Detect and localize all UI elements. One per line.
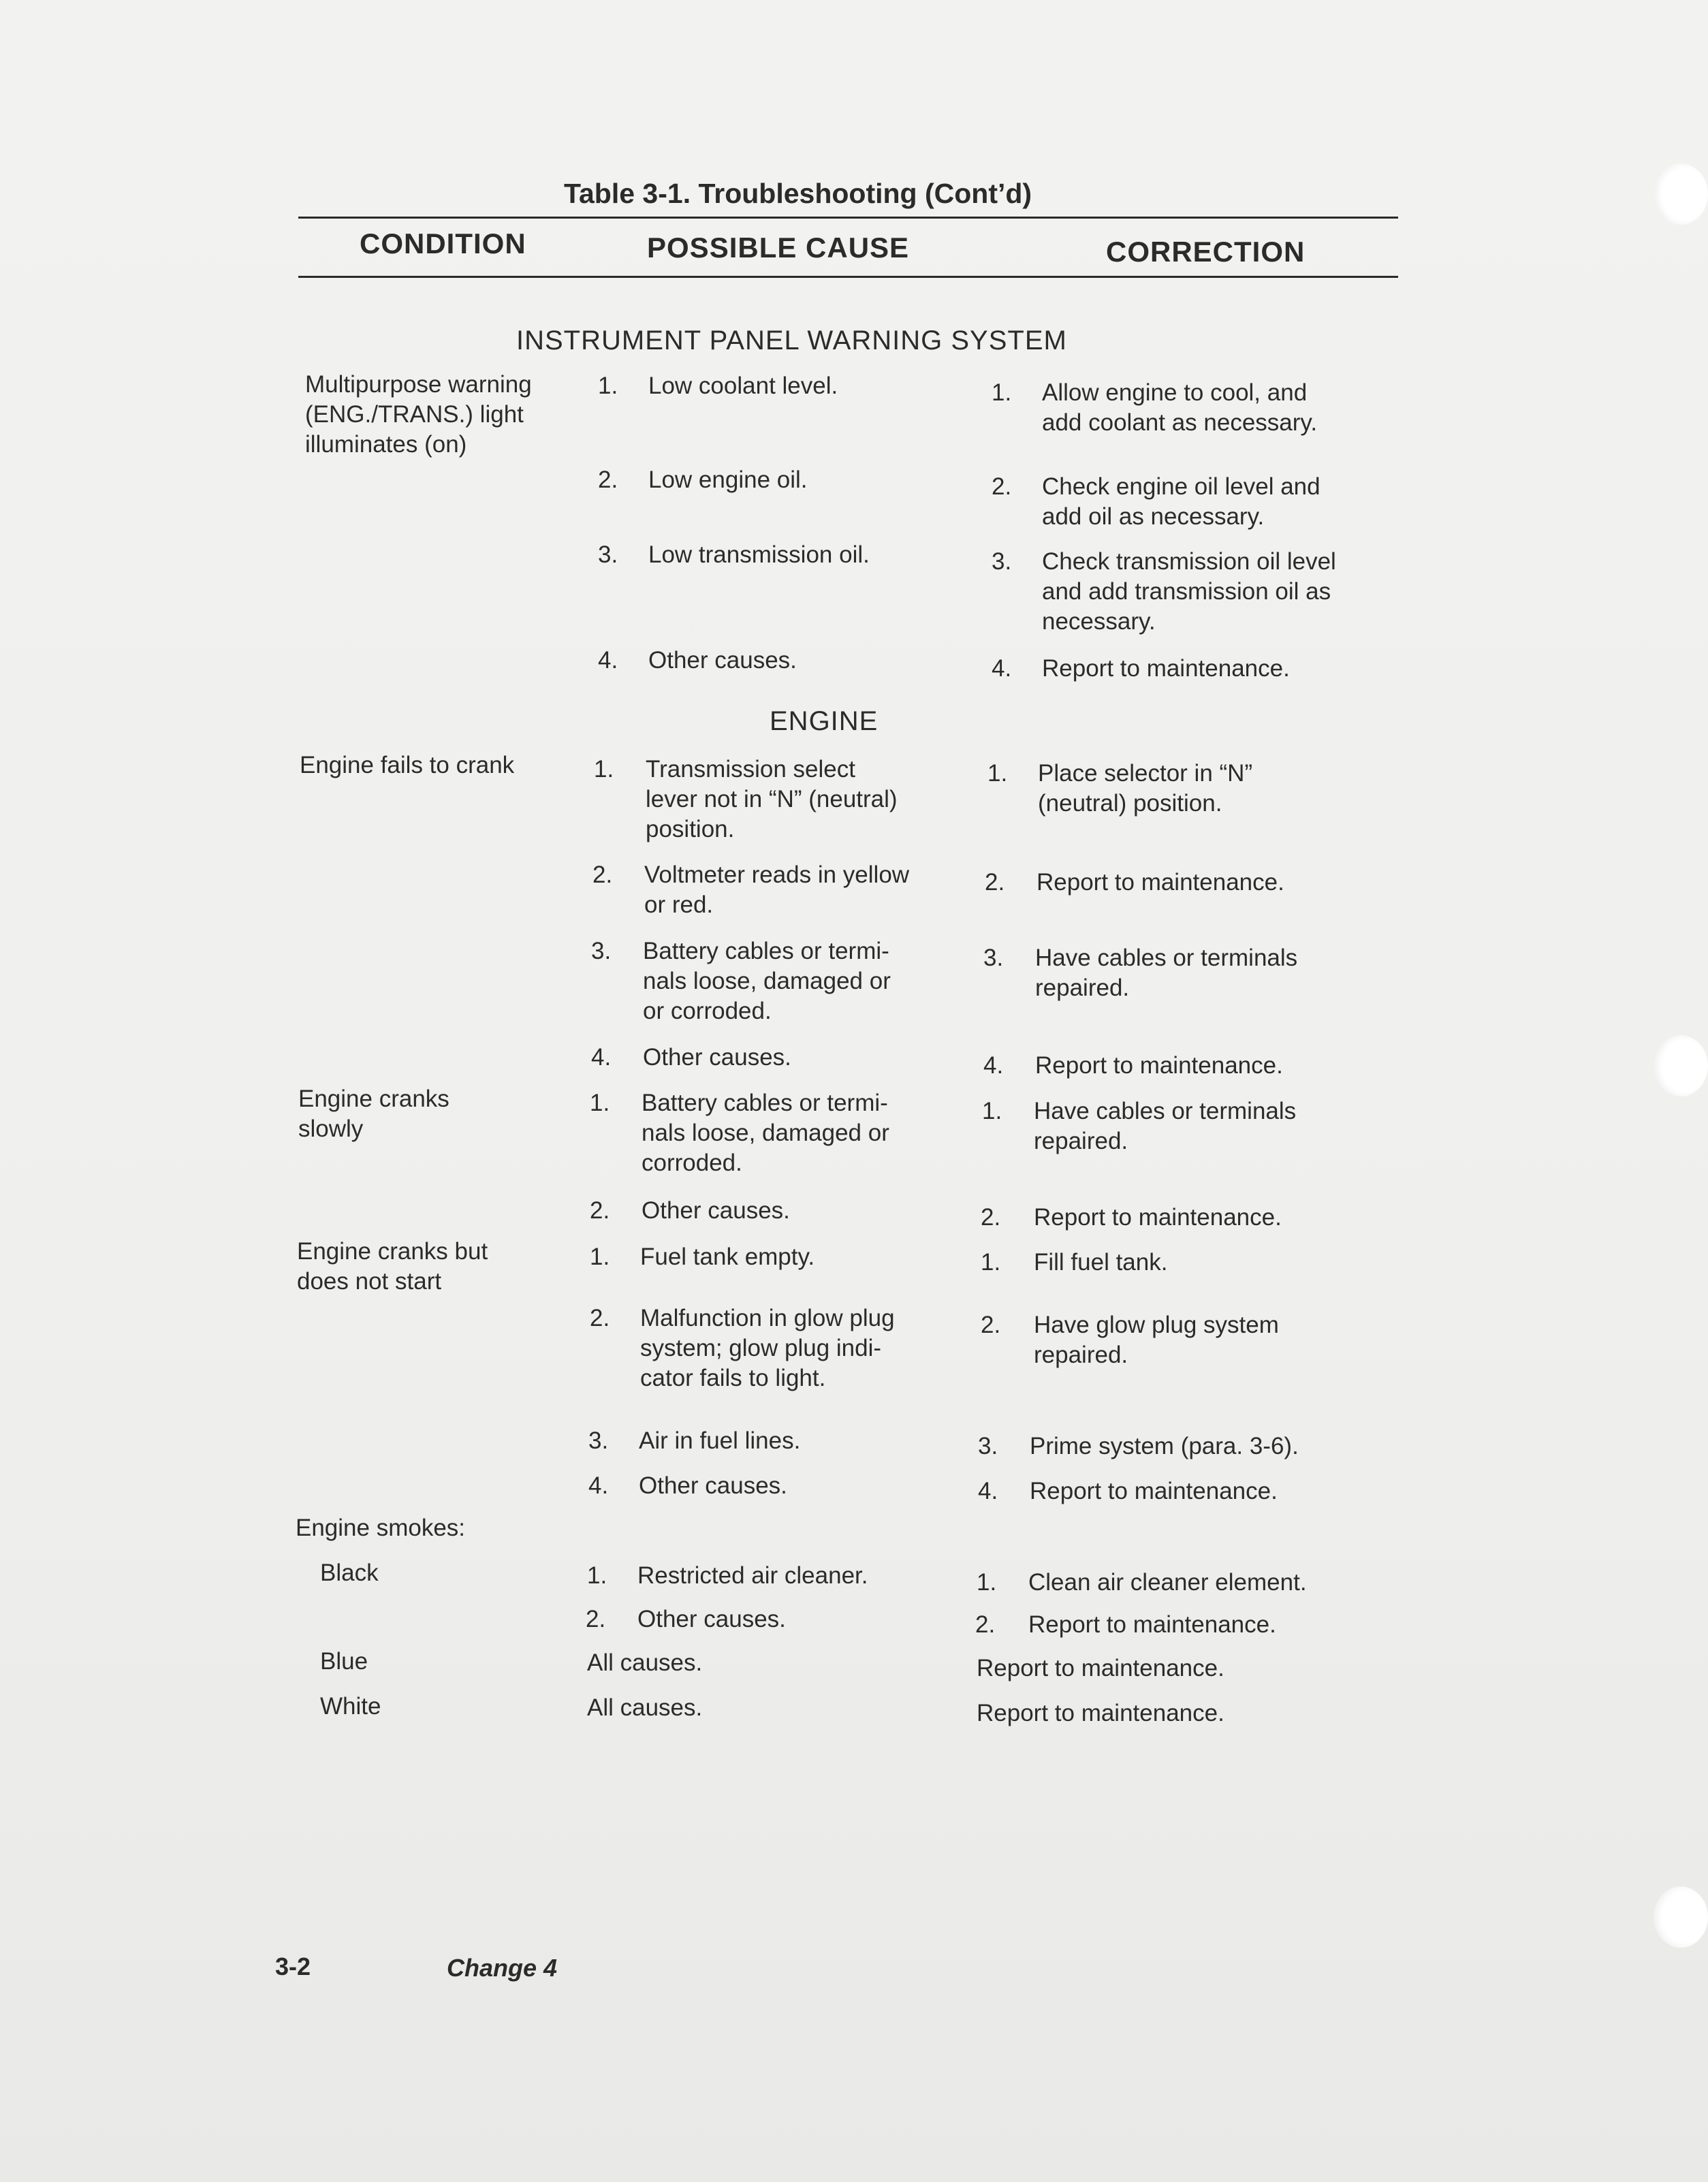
- correction-number: 1.: [992, 379, 1012, 406]
- cause-text: nals loose, damaged or: [643, 968, 891, 994]
- page-number: 3-2: [275, 1952, 311, 1980]
- cause-text: Low transmission oil.: [648, 541, 870, 568]
- cause-text: Transmission select: [646, 756, 855, 782]
- cause-text: Battery cables or termi-: [643, 938, 889, 964]
- cause-text: or red.: [644, 891, 714, 918]
- cause-text: Other causes.: [643, 1044, 791, 1071]
- correction-text: Report to maintenance.: [977, 1700, 1224, 1726]
- cause-text: Malfunction in glow plug: [640, 1305, 895, 1331]
- cause-number: 1.: [590, 1244, 610, 1270]
- cause-number: 2.: [586, 1606, 606, 1632]
- correction-text: add coolant as necessary.: [1042, 409, 1318, 436]
- condition-text: illuminates (on): [305, 431, 467, 458]
- cause-text: Voltmeter reads in yellow: [644, 861, 910, 888]
- condition-text: White: [320, 1693, 381, 1720]
- correction-text: Allow engine to cool, and: [1042, 379, 1308, 406]
- correction-text: and add transmission oil as: [1042, 578, 1331, 605]
- cause-text: Fuel tank empty.: [640, 1244, 815, 1270]
- cause-text: lever not in “N” (neutral): [646, 786, 898, 812]
- cause-text: Low engine oil.: [648, 467, 808, 493]
- condition-text: (ENG./TRANS.) light: [305, 401, 524, 428]
- correction-text: repaired.: [1035, 975, 1130, 1001]
- correction-number: 1.: [981, 1249, 1001, 1276]
- cause-number: 2.: [590, 1305, 610, 1331]
- cause-text: Other causes.: [642, 1197, 790, 1224]
- correction-number: 2.: [992, 473, 1012, 500]
- cause-text: Low coolant level.: [648, 373, 838, 399]
- condition-text: slowly: [298, 1116, 364, 1142]
- section-engine: ENGINE: [770, 706, 879, 736]
- punch-hole-middle: [1654, 1035, 1708, 1096]
- header-correction: CORRECTION: [1106, 236, 1306, 268]
- correction-text: (neutral) position.: [1038, 790, 1222, 817]
- cause-text: system; glow plug indi-: [640, 1335, 882, 1361]
- section-instrument-panel: INSTRUMENT PANEL WARNING SYSTEM: [516, 326, 1067, 355]
- correction-number: 2.: [985, 869, 1005, 896]
- cause-text: All causes.: [587, 1649, 703, 1676]
- cause-text: corroded.: [642, 1150, 742, 1176]
- cause-text: Air in fuel lines.: [639, 1427, 801, 1454]
- header-rule-bottom: [298, 276, 1398, 278]
- cause-text: Other causes.: [637, 1606, 786, 1632]
- cause-text: Battery cables or termi-: [642, 1090, 888, 1116]
- cause-text: Other causes.: [639, 1472, 787, 1499]
- correction-number: 3.: [978, 1433, 998, 1459]
- cause-text: All causes.: [587, 1694, 703, 1721]
- correction-number: 4.: [983, 1052, 1004, 1079]
- correction-number: 4.: [992, 655, 1012, 682]
- cause-number: 2.: [592, 861, 613, 888]
- condition-text: Engine cranks: [298, 1086, 449, 1112]
- cause-number: 1.: [590, 1090, 610, 1116]
- condition-text: Engine smokes:: [296, 1515, 466, 1541]
- cause-number: 4.: [598, 647, 618, 674]
- correction-text: repaired.: [1034, 1128, 1128, 1154]
- header-possible-cause: POSSIBLE CAUSE: [647, 232, 910, 264]
- cause-number: 3.: [588, 1427, 609, 1454]
- correction-text: Clean air cleaner element.: [1028, 1569, 1307, 1596]
- cause-text: position.: [646, 816, 735, 842]
- cause-text: Other causes.: [648, 647, 797, 674]
- punch-hole-bottom: [1654, 1886, 1708, 1948]
- correction-text: Check engine oil level and: [1042, 473, 1320, 500]
- punch-hole-top: [1654, 163, 1708, 225]
- header-condition: CONDITION: [360, 227, 526, 259]
- correction-text: Have glow plug system: [1034, 1312, 1279, 1338]
- correction-text: Have cables or terminals: [1034, 1098, 1297, 1124]
- correction-number: 3.: [983, 945, 1004, 971]
- condition-text: Blue: [320, 1648, 368, 1675]
- cause-number: 3.: [591, 938, 612, 964]
- correction-number: 2.: [981, 1312, 1001, 1338]
- correction-text: repaired.: [1034, 1342, 1128, 1368]
- table-title: Table 3-1. Troubleshooting (Cont’d): [564, 178, 1032, 209]
- condition-text: does not start: [297, 1268, 442, 1295]
- cause-number: 2.: [590, 1197, 610, 1224]
- correction-number: 2.: [975, 1611, 996, 1638]
- cause-number: 1.: [594, 756, 614, 782]
- correction-text: Report to maintenance.: [1034, 1204, 1282, 1231]
- cause-number: 4.: [588, 1472, 609, 1499]
- correction-text: Report to maintenance.: [1035, 1052, 1283, 1079]
- condition-text: Engine cranks but: [297, 1238, 488, 1265]
- cause-text: nals loose, damaged or: [642, 1120, 889, 1146]
- cause-text: cator fails to light.: [640, 1365, 826, 1391]
- correction-number: 1.: [977, 1569, 997, 1596]
- correction-text: Report to maintenance.: [1037, 869, 1284, 896]
- correction-text: necessary.: [1042, 608, 1156, 635]
- condition-text: Multipurpose warning: [305, 371, 532, 398]
- cause-text: or corroded.: [643, 998, 772, 1024]
- cause-text: Restricted air cleaner.: [637, 1562, 868, 1589]
- correction-text: Report to maintenance.: [1028, 1611, 1276, 1638]
- correction-number: 2.: [981, 1204, 1001, 1231]
- cause-number: 4.: [591, 1044, 612, 1071]
- correction-text: Fill fuel tank.: [1034, 1249, 1168, 1276]
- correction-text: Place selector in “N”: [1038, 760, 1253, 787]
- correction-text: add oil as necessary.: [1042, 503, 1265, 530]
- correction-number: 1.: [987, 760, 1008, 787]
- correction-number: 3.: [992, 548, 1012, 575]
- cause-number: 1.: [598, 373, 618, 399]
- condition-text: Engine fails to crank: [300, 752, 515, 778]
- correction-text: Have cables or terminals: [1035, 945, 1298, 971]
- cause-number: 3.: [598, 541, 618, 568]
- correction-text: Check transmission oil level: [1042, 548, 1336, 575]
- correction-text: Report to maintenance.: [1030, 1478, 1278, 1504]
- correction-text: Prime system (para. 3-6).: [1030, 1433, 1299, 1459]
- correction-number: 4.: [978, 1478, 998, 1504]
- correction-text: Report to maintenance.: [1042, 655, 1290, 682]
- cause-number: 2.: [598, 467, 618, 493]
- correction-number: 1.: [982, 1098, 1002, 1124]
- correction-text: Report to maintenance.: [977, 1655, 1224, 1681]
- change-notice: Change 4: [447, 1954, 558, 1982]
- header-rule-top: [298, 217, 1398, 219]
- cause-number: 1.: [587, 1562, 607, 1589]
- condition-text: Black: [320, 1560, 379, 1586]
